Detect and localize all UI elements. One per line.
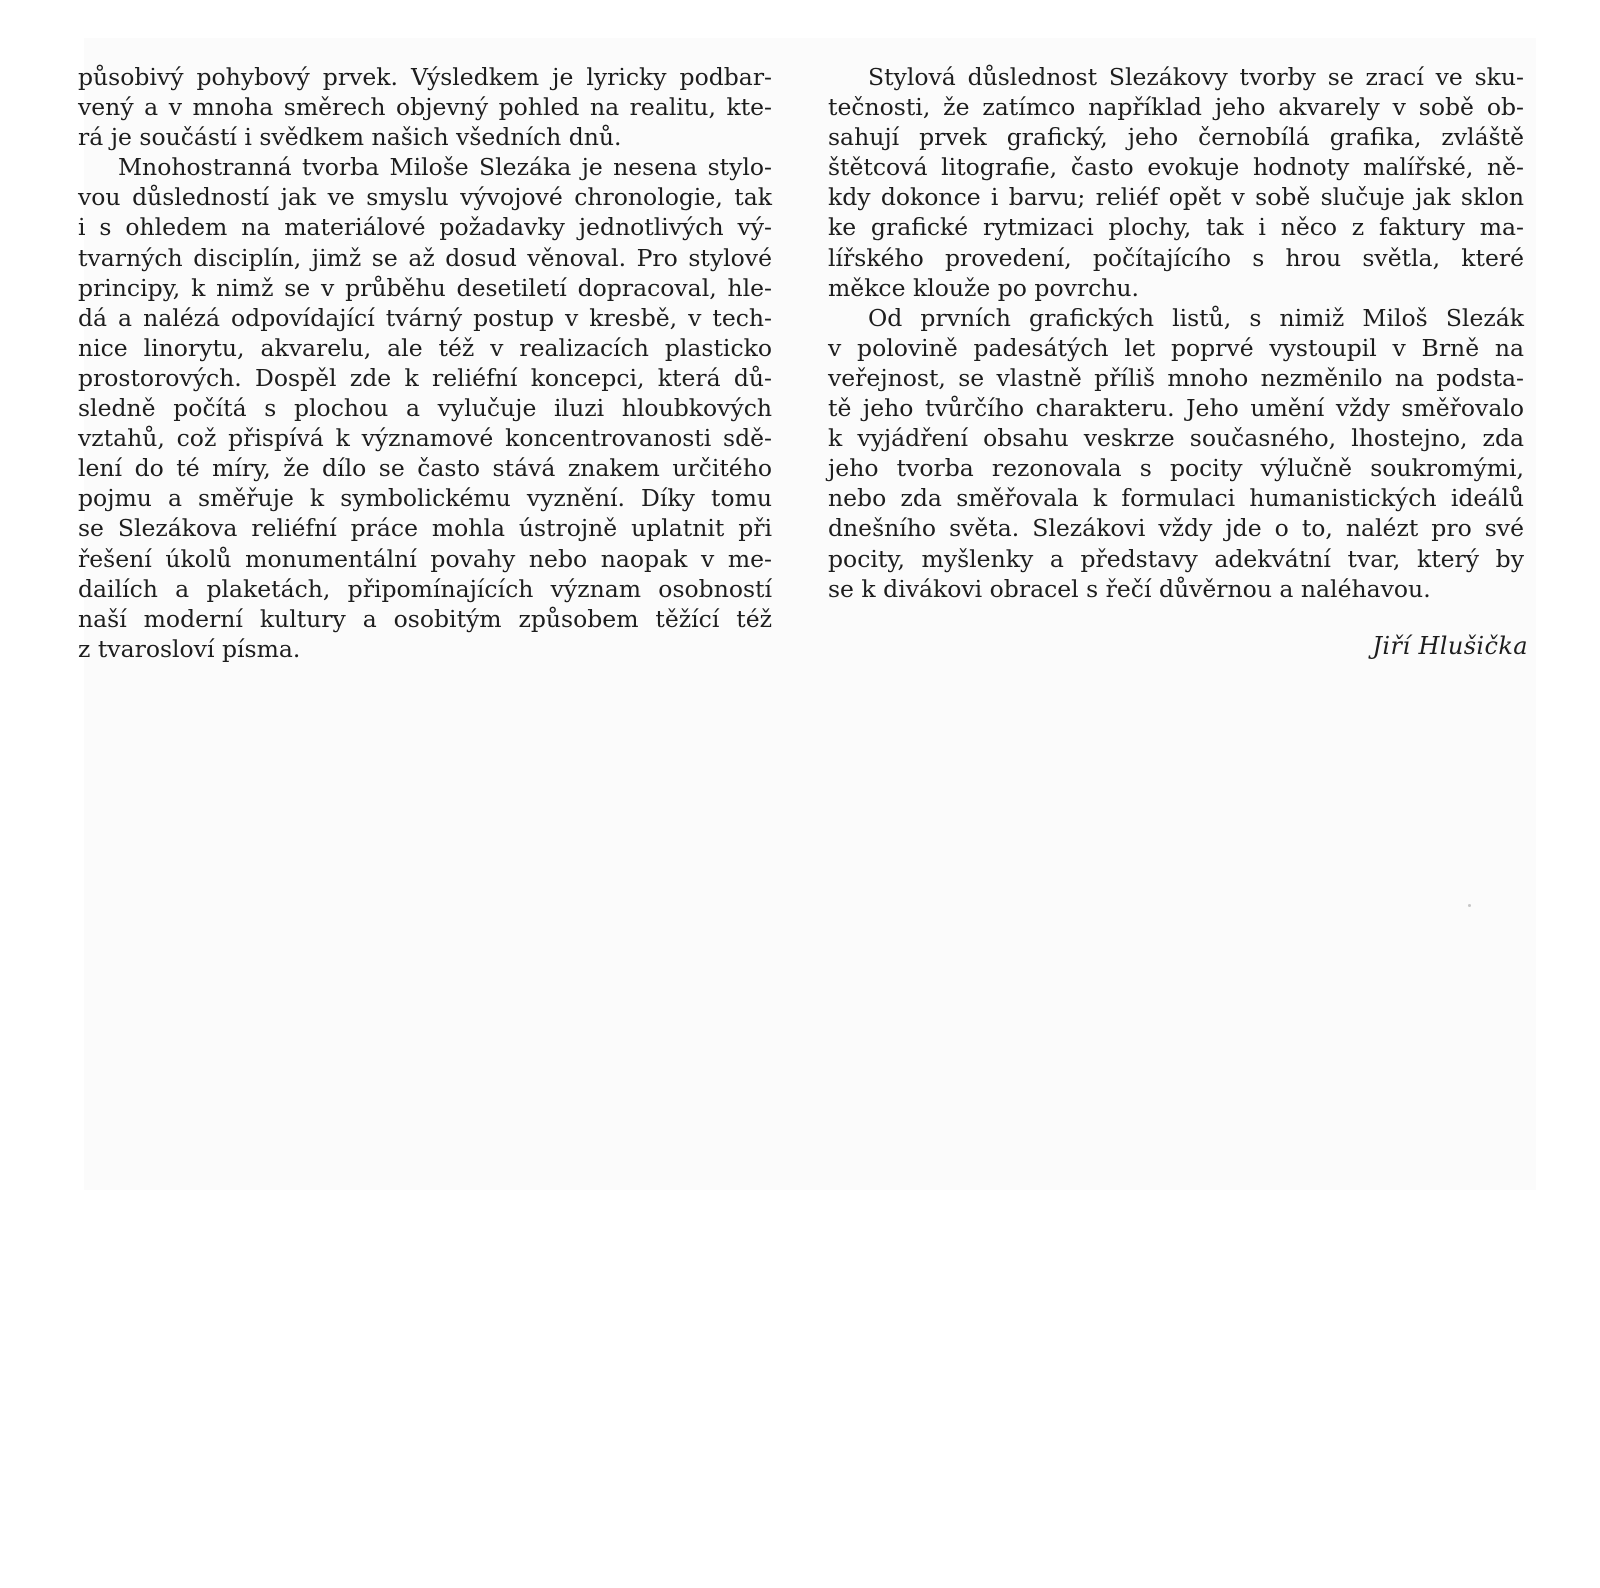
right-line-3: sahují prvek grafický, jeho černobílá grafika, zvláště	[828, 123, 1524, 152]
right-line-18: se k divákovi obracel s řečí důvěrnou a naléhavou.	[828, 574, 1431, 603]
left-line-15: pojmu a směřuje k symbolickému vyznění. Díky tomu	[78, 484, 772, 513]
left-line-17: řešení úkolů monumentální povahy nebo naopak v me-	[78, 544, 772, 573]
right-line-13: k vyjádření obsahu veskrze současného, lhostejno, zda	[828, 424, 1524, 453]
left-line-16: se Slezákova reliéfní práce mohla ústrojně uplatnit při	[78, 514, 772, 543]
right-line-17: pocity, myšlenky a představy adekvátní tvar, který by	[828, 544, 1524, 573]
left-line-18: dailích a plaketách, připomínajících význam osobností	[78, 574, 772, 603]
left-line-7: tvarných disciplín, jimž se až dosud věnoval. Pro stylové	[78, 243, 772, 272]
left-line-13: vztahů, což přispívá k významové koncentrovanosti sdě-	[78, 424, 772, 453]
left-text-column	[78, 62, 772, 664]
left-line-10: nice linorytu, akvarelu, ale též v realizacích plasticko	[78, 333, 772, 362]
left-line-20: z tvarosloví písma.	[78, 634, 301, 663]
left-line-5: vou důsledností jak ve smyslu vývojové chronologie, tak	[78, 183, 772, 212]
right-line-10: v polovině padesátých let poprvé vystoupil v Brně na	[828, 333, 1524, 362]
left-line-8: principy, k nimž se v průběhu desetiletí dopracoval, hle-	[78, 273, 772, 302]
author-signature: Jiří Hlušička	[1372, 632, 1528, 660]
left-line-12: sledně počítá s plochou a vylučuje iluzi hloubkových	[78, 394, 772, 423]
right-line-15: nebo zda směřovala k formulaci humanistických ideálů	[828, 484, 1524, 513]
right-line-1: Stylová důslednost Slezákovy tvorby se zrací ve sku-	[868, 63, 1524, 91]
left-line-4: Mnohostranná tvorba Miloše Slezáka je nesena stylo-	[118, 153, 772, 182]
right-line-5: kdy dokonce i barvu; reliéf opět v sobě slučuje jak sklon	[828, 183, 1524, 212]
right-line-7: lířského provedení, počítajícího s hrou světla, které	[828, 243, 1524, 272]
left-line-19: naší moderní kultury a osobitým způsobem těžící též	[78, 604, 772, 633]
right-line-2: tečnosti, že zatímco například jeho akvarely v sobě ob-	[828, 93, 1524, 122]
right-line-6: ke grafické rytmizaci plochy, tak i něco z faktury ma-	[828, 213, 1524, 242]
left-line-1: působivý pohybový prvek. Výsledkem je lyricky podbar-	[78, 63, 772, 91]
right-line-9: Od prvních grafických listů, s nimiž Miloš Slezák	[868, 303, 1524, 332]
right-text-column	[828, 62, 1524, 604]
left-line-2: vený a v mnoha směrech objevný pohled na realitu, kte-	[78, 93, 772, 122]
left-line-11: prostorových. Dospěl zde k reliéfní koncepci, která dů-	[78, 363, 772, 392]
right-line-11: veřejnost, se vlastně příliš mnoho nezměnilo na podsta-	[828, 363, 1524, 392]
right-line-16: dnešního světa. Slezákovi vždy jde o to, nalézt pro své	[828, 514, 1524, 543]
left-line-3: rá je součástí i svědkem našich všedních dnů.	[78, 123, 622, 152]
scan-speck	[1468, 904, 1471, 907]
left-line-6: i s ohledem na materiálové požadavky jednotlivých vý-	[78, 213, 772, 242]
right-line-4: štětcová litografie, často evokuje hodnoty malířské, ně-	[828, 153, 1524, 182]
left-line-14: lení do té míry, že dílo se často stává znakem určitého	[78, 454, 772, 483]
left-line-9: dá a nalézá odpovídající tvárný postup v kresbě, v tech-	[78, 303, 772, 332]
right-line-8: měkce klouže po povrchu.	[828, 273, 1140, 302]
right-line-14: jeho tvorba rezonovala s pocity výlučně soukromými,	[828, 454, 1524, 483]
right-line-12: tě jeho tvůrčího charakteru. Jeho umění vždy směřovalo	[828, 394, 1524, 423]
